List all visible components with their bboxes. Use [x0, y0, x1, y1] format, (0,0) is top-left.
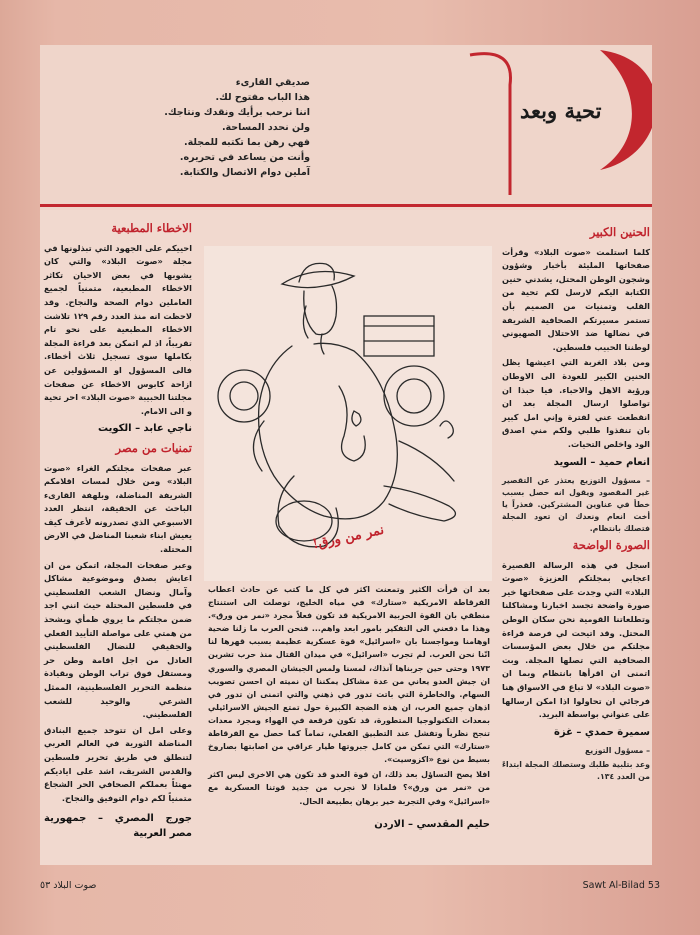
editor-reply: – مسؤول التوزيع: [584, 746, 650, 756]
footer-left: صوت البلاد ٥٣: [40, 880, 97, 891]
wheel-left: [218, 370, 270, 422]
left-column: [44, 218, 192, 841]
letter-body: بعد ان قرأت الكثير وتمعنت اكثر في كل ما كتب عن حادث اعطاب الفرقاطة الامريكية «ستارك» في مياه الخليج، توصلت الى استنتاج منطقي بان القوة الحربية الامريكية قد تكون فعلاً مجرد «نمر من ورق». وهذا ما دفعني الى التفكير بامور ابعد واهم... فنحن العرب ما زلنا ضحية اوهامنا ومواجسنا بان «اسرائيل» قوة عسكرية عظيمة بسبب قهرها لنا انّنا نحن العرب. لم تجرب «اسرائيل» في ميدان القتال منذ حرب تشرين ١٩٧٣ وحتى حين جربناها آنذاك، لمسنا ولمس الجيشان المصري والسوري ان جيش العدو يعاني من عدة مشاكل يمكننا ان نميته ان احسن تصويب السهام. والخاطرة التي باتت تدور في ذهني والتي اتمنى ان تدور في اذهان جميع العرب، ان هذه الضجة الكبيرة حول تمتع الجيش الاسرائيلي بمعدات التكنولوجيا المتطورة، قد تكون فرقعة في الهواء ومجرد معدات تنجح نظرياً وتفشل عند التطبيق الفعلي، تماماً كما حصل مع الفرقاطة «ستارك» التي تمكن من كامل جبروتها طيار عراقي من اصابتها بصاروخ بسيط من نوع «اكزوسيت».: [208, 585, 490, 765]
letter-body: وعلى امل ان تتوحد جميع البنادق المناضلة الثورية في العالم العربي لتنطلق في طريق تحرير فلسطين والقدس الشريف، اشد على اياديكم مهنئاً بعملكم الصحافي الحر الشجاع متمنياً لكم دوام التوفيق والنجاح.: [44, 724, 192, 803]
greeting-line: صديقي القارىء: [235, 77, 310, 88]
wheel-right: [384, 366, 444, 426]
editor-reply: – مسؤول التوزيع يعتذر عن التقصير غير المقصود ويقول انه حصل بسبب خطأ في عناوين المشتركين. فعذراً يا أخت انعام ونعدك ان تعود المجلة فتصلك بانتظام.: [502, 476, 650, 534]
greeting-line: اننا نرحب برأيك ونقدك ونتاجك.: [164, 107, 310, 118]
letter-title: الاخطاء المطبعية: [111, 221, 192, 235]
letter-body: احييكم على الجهود التي تبذلونها في مجلة «صوت البلاد» والتي كان يشوبها في بعض الاحيان تكاثر الاخطاء المطبعية، متمنياً لجميع العاملين دوام الصحة والنجاح. وقد لاحظت انه منذ العدد رقم ١٢٩ تلاشت الاخطاء المطبعية على نحو تام تقريباً، اذ لم اتمكن بعد قراءة المجلة بكاملها سوى تسجيل ثلاث أخطاء. فالى المسؤول او المسؤولين عن ازاحة كابوس الاخطاء عن صفحات مجلتنا الحبيبة «صوت البلاد» احر تحية و الى الامام.: [44, 242, 192, 416]
header-divider: [40, 204, 652, 207]
editor-reply: وعد بتلبية طلبك وستصلك المجلة ابتداءً من العدد ١٣٤.: [502, 760, 650, 782]
dollar-sign: [352, 411, 361, 426]
letter-signature: ناجي عابد – الكويت: [97, 423, 192, 435]
section-title: تحية وبعد: [520, 98, 602, 123]
hat-brim: [282, 272, 354, 288]
right-column: [502, 222, 650, 785]
letter-signature: جورج المصري – جمهورية مصر العربية: [44, 813, 192, 840]
greeting-line: هذا الباب مفتوح لك.: [215, 92, 310, 103]
cartoon-caption: نمر من ورق!: [311, 522, 386, 553]
letter-title: الحنين الكبير: [589, 225, 650, 239]
letter-signature: سميرة حمدي – غزة: [554, 726, 650, 738]
greeting-text: [164, 75, 310, 180]
letter-body: عبر صفحات مجلتكم الغراء «صوت البلاد» ومن خلال لمسات اقلامكم الشريفة المناضلة، وبلهفة القارىء الباحث عن الحقيقة، انتظر العدد الاسبوعي الذي تصدرونه لأعرف كيف يعيش ابناء شعبنا المناضل في الارض المحتلة.: [44, 462, 192, 555]
letter-body: اسجل في هذه الرسالة القصيرة اعجابي بمجلتكم العزيزة «صوت البلاد» التي وجدت على صفحاتها خير صورة واضحة تجسد اخبارنا ومشاكلنا وتطلعاتنا القومية نحن سكان الوطن المحتل. وقد اتيحت لي فرصة قراءة مجلتكم من خلال بعض المؤسسات الصحافية التي تصلها المجلة. وبت اتمنى ان اقرأها بانتظام وبما ان «صوت البلاد» لا تباع في الاسواق هنا فرجائي ان تحاولوا اذا امكن ارسالها على عنواني بواسطة البريد.: [502, 559, 650, 720]
signature-scribble: [440, 421, 453, 438]
letter-body: وعبر صفحات المجلة، اتمكن من ان اعايش بصدق وموضوعية مشاكل وآمال ونضال الشعب الفلسطيني في فلسطين المحتلة حيث انني اجد ضمن مجلتكم ما يروي ظمأي ويشحذ من همتي على مواصلة التأييد الفعلي والحقيقي للنضال الفلسطيني العادل من اجل اقامة وطن حر ومستقل فوق تراب الوطن وبقيادة منظمة التحرير الفلسطينية، الممثل الشرعي والوحيد للشعب الفلسطيني.: [44, 559, 192, 720]
letter-signature: حليم المقدسي – الاردن: [374, 818, 490, 830]
letter-signature: انعام حميد – السويد: [553, 456, 650, 468]
header-decoration: [40, 45, 652, 210]
letter-body: كلما استلمت «صوت البلاد» وقرأت صفحاتها المليئة بأخبار وشؤون وشجون الوطن المحتل، يشدني حنين الكتابة اليكم لارسل لكم تحية من القلب وتمنيات من الصميم بأن تستمر مسيرتكم الصحافية الشريفة في نضالها ضد الاحتلال الصهيوني لوطننا الحبيب فلسطين.: [502, 246, 650, 352]
greeting-line: آملين دوام الاتصال والكتابة.: [179, 167, 310, 178]
letter-body: ومن بلاد الغربة التي اعيشها يظل الحنين الكبير للعودة الى الاوطان ورؤية الاهل والاحباء. فيا حبذا ان تواصلوا ارسال المجلة بعد ان انقطعت عني لفترة وإني امل كبير بان تنفذوا طلبي ولكم مني اصدق الود واخلص التحيات.: [502, 357, 650, 449]
footer-right: Sawt Al-Bilad 53: [582, 880, 660, 891]
letter-title: تمنيات من مصر: [115, 440, 192, 455]
machine-box: [364, 316, 434, 356]
letter-body: افلا يصح التساؤل بعد ذلك، ان قوة العدو قد تكون هي الاخرى ليس اكثر من «نمر من ورق»؟ فلماذا لا نجرب من جديد قوتنا العسكرية مع «اسرائيل» وفي التجربة خير برهان بطبيعة الحال.: [208, 770, 490, 806]
greeting-line: ولن نحدد المساحة.: [221, 122, 310, 133]
header-section: [40, 45, 652, 210]
header-crescent: [600, 50, 652, 170]
greeting-line: وأنت من يساعد في تحريره.: [179, 152, 310, 163]
header-frame-line: [470, 54, 511, 195]
middle-column: [208, 583, 490, 837]
greeting-line: فهي رهن بما تكتبه للمجلة.: [184, 137, 310, 148]
letter-title: الصورة الواضحة: [572, 538, 650, 553]
